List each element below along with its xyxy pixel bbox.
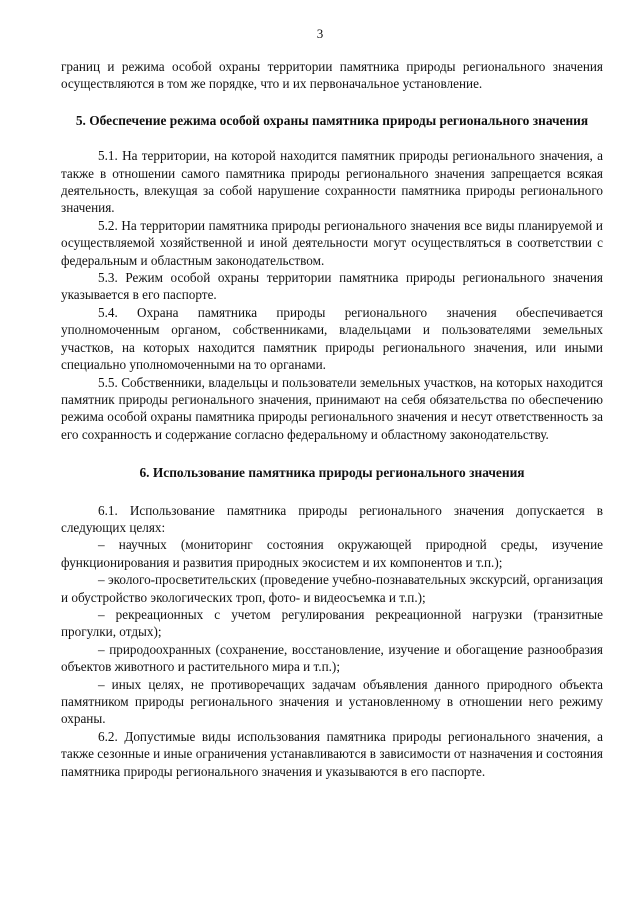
- section-6-heading: 6. Использование памятника природы регионального значения: [139, 465, 525, 481]
- list-item-recreational: – рекреационных с учетом регулирования рекреационной нагрузки (транзитные прогулки, отдых);: [61, 606, 603, 640]
- list-item-educational: – эколого-просветительских (проведение учебно-познавательных экскурсий, организация и обустройство экологических троп, фото- и видеосъемка и т.п.);: [61, 572, 603, 605]
- document-body: [61, 58, 603, 780]
- list-item-conservation: – природоохранных (сохранение, восстановление, изучение и обогащение разнообразия объектов животного и растительного мира и т.п.);: [61, 641, 603, 675]
- page-number: 3: [316, 26, 324, 41]
- list-item-scientific: – научных (мониторинг состояния окружающей природной среды, изучение функционирования и развития природных экосистем и их компонентов и т.п.);: [61, 537, 603, 570]
- paragraph-5-2: 5.2. На территории памятника природы регионального значения все виды планируемой и осуществляемой хозяйственной и иной деятельности могут осуществляться в соответствии с федеральным и областным законодательством.: [61, 217, 603, 268]
- paragraph-5-3: 5.3. Режим особой охраны территории памятника природы регионального значения указывается в его паспорте.: [61, 270, 603, 303]
- section-5-heading: 5. Обеспечение режима особой охраны памятника природы регионального значения: [75, 112, 589, 128]
- paragraph-5-4: 5.4. Охрана памятника природы регионального значения обеспечивается уполномоченным органом, собственниками, владельцами и пользователями земельных участков, на которых находится памятник природы регионального значения, или иными специально уполномоченными на то органами.: [61, 304, 603, 373]
- intro-paragraph: границ и режима особой охраны территории памятника природы регионального значения осуществляются в том же порядке, что и их первоначальное установление.: [61, 59, 603, 92]
- paragraph-6-2: 6.2. Допустимые виды использования памятника природы регионального значения, а также сезонные и иные ограничения устанавливаются в зависимости от назначения и состояния памятника природы регионального значения и указываются в его паспорте.: [61, 728, 603, 779]
- paragraph-5-5: 5.5. Собственники, владельцы и пользователи земельных участков, на которых находится памятник природы регионального значения, принимают на себя обязательства по обеспечению режима особой охраны памятника природы регионального значения и несут ответственность за его сохранность и содержание согласно федеральному и областному законодательству.: [61, 374, 603, 442]
- paragraph-6-1: 6.1. Использование памятника природы регионального значения допускается в следующих целях:: [61, 502, 603, 535]
- paragraph-5-1: 5.1. На территории, на которой находится памятник природы регионального значения, а также в отношении самого памятника природы регионального значения запрещается всякая деятельность, влекущая за собой нарушение сохранности памятника природы регионального значения.: [61, 148, 603, 216]
- list-item-other: – иных целях, не противоречащих задачам объявления данного природного объекта памятником природы регионального значения и установленному в отношении него режиму охраны.: [61, 676, 603, 727]
